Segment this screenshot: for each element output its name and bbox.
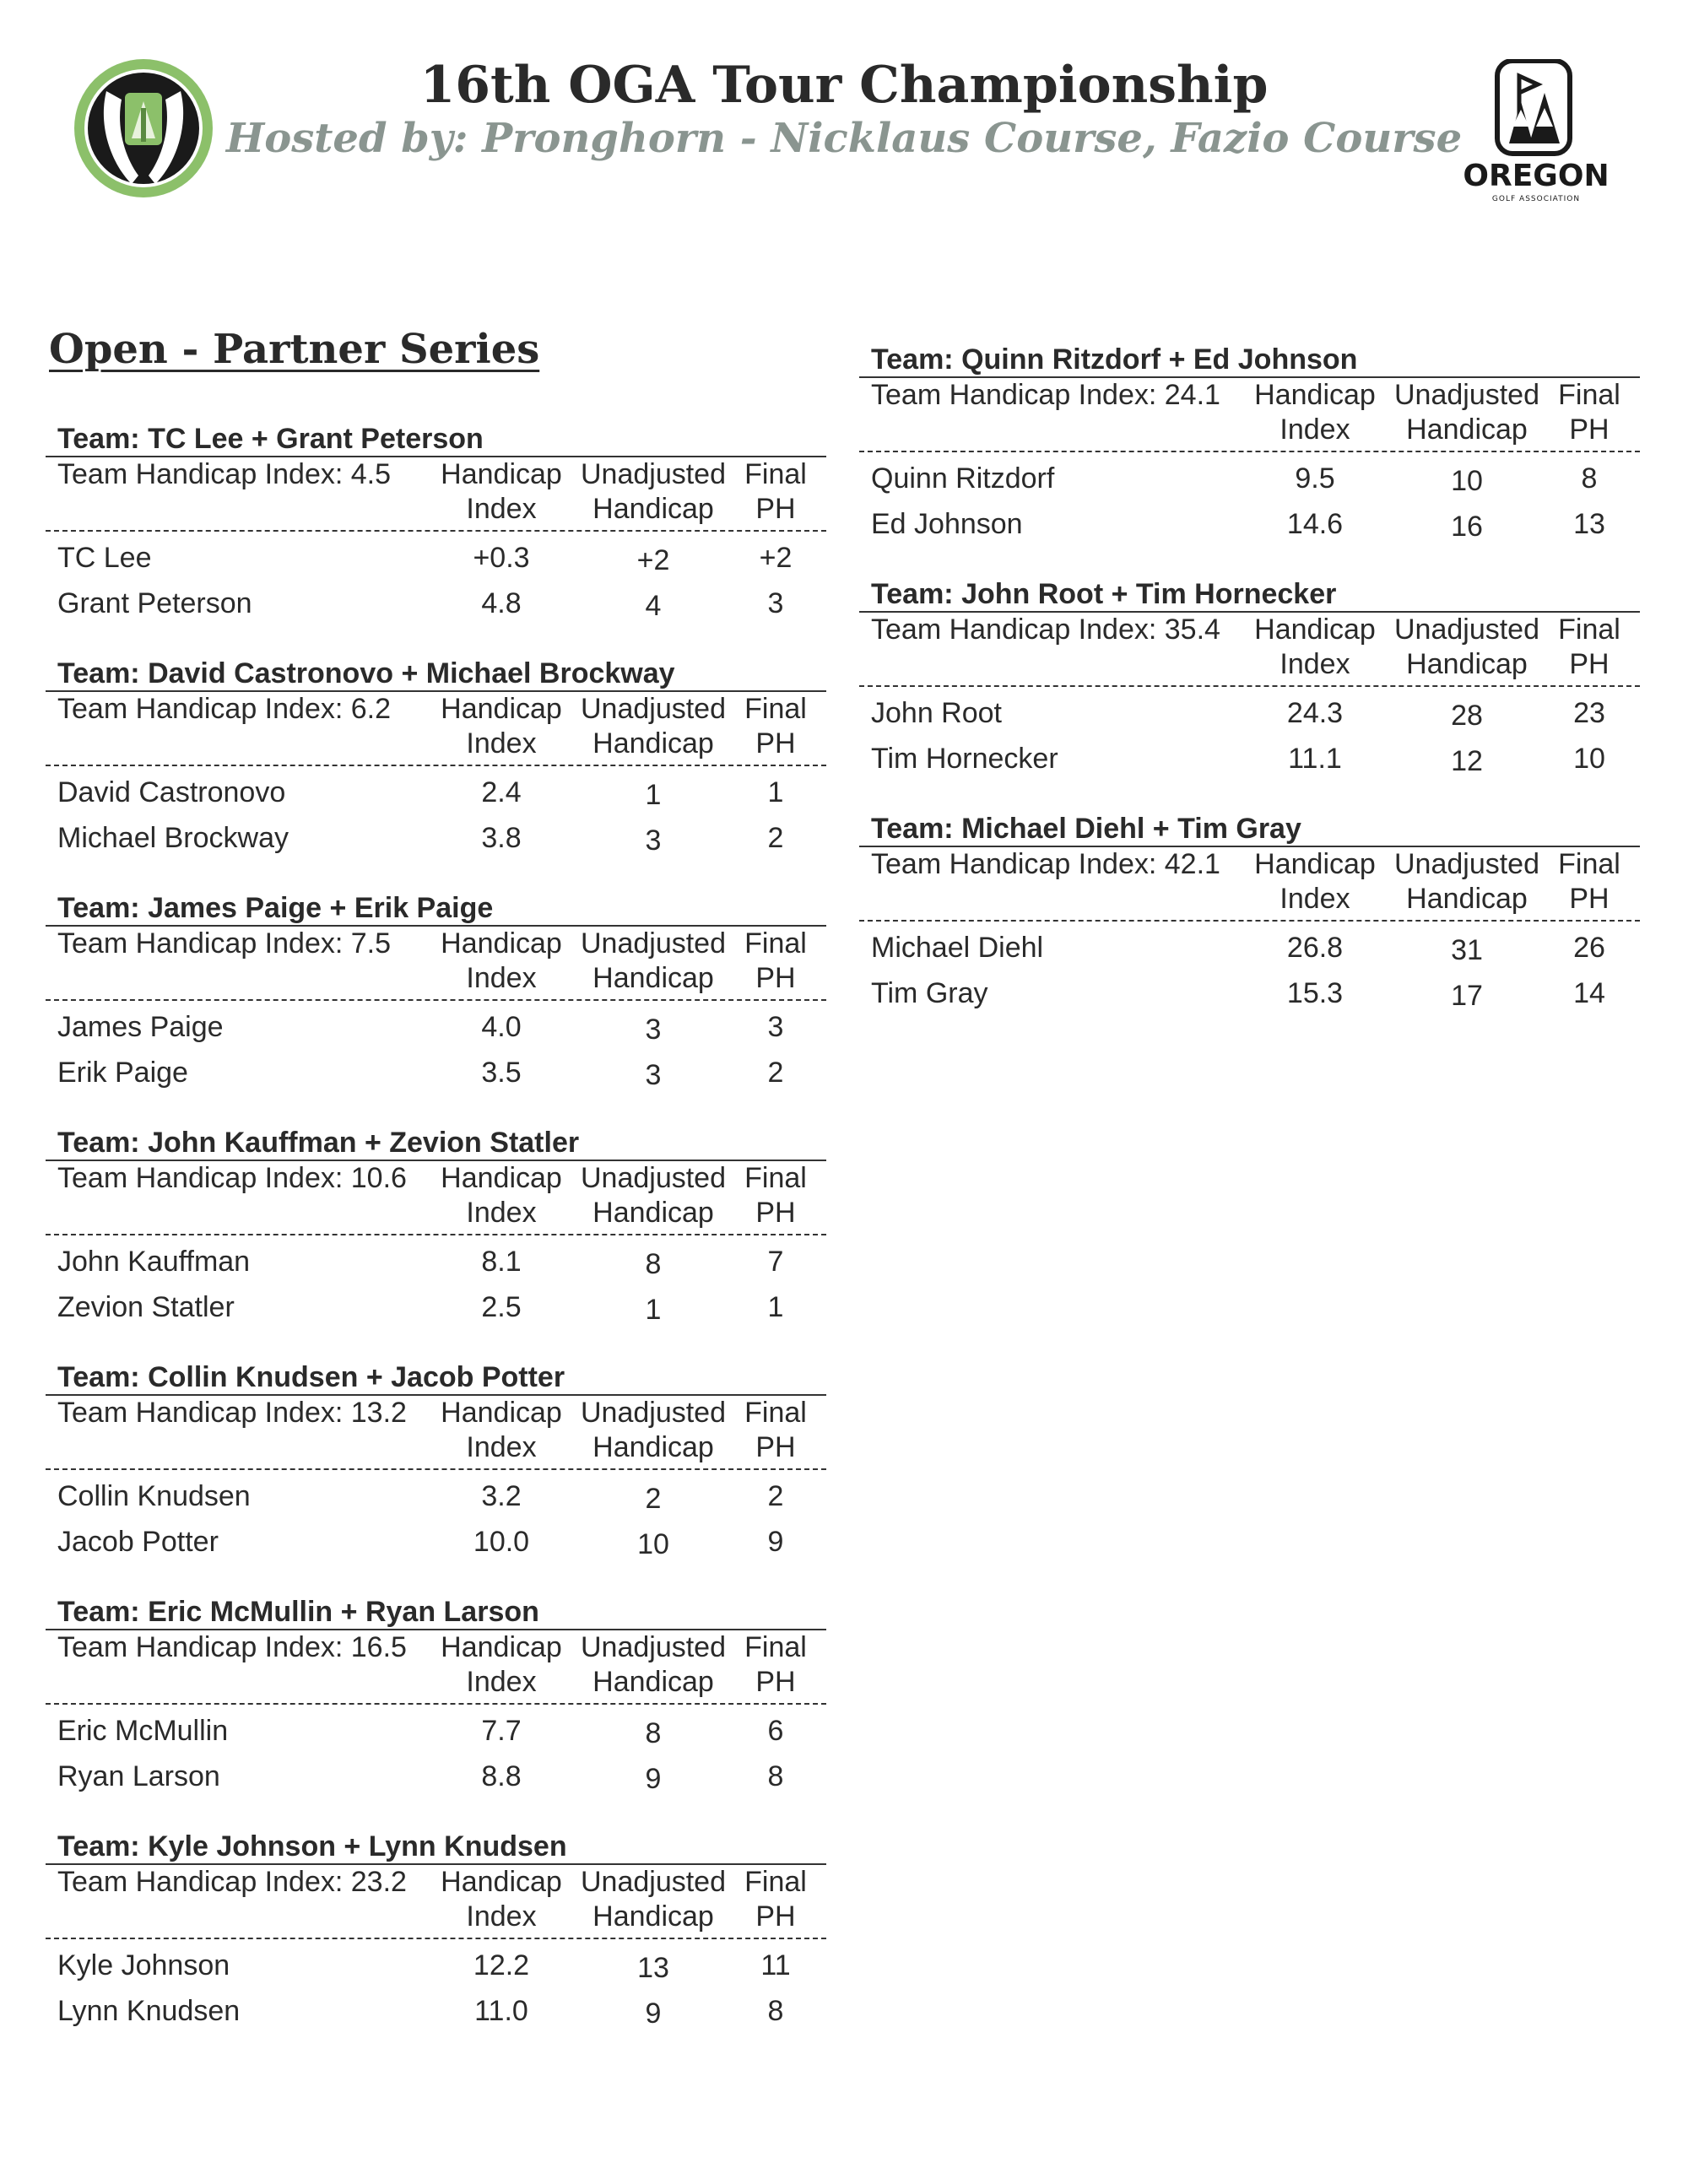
- player-rows: [859, 922, 1640, 1016]
- player-rows: [46, 1001, 826, 1095]
- player-name: Tim Gray: [871, 976, 988, 1009]
- table-row: [46, 1284, 826, 1330]
- player-handicap-index: 9.5: [1295, 462, 1335, 495]
- player-handicap-index: 3.2: [481, 1479, 522, 1512]
- player-name: Quinn Ritzdorf: [871, 462, 1055, 495]
- table-row: [46, 581, 826, 626]
- handicap-index-header: Handicap Index: [441, 1397, 562, 1463]
- player-final-ph: 8: [767, 1760, 784, 1792]
- table-row: [46, 1473, 826, 1519]
- team-handicap-index-label: Team Handicap Index: 13.2: [57, 1397, 407, 1429]
- player-name: Eric McMullin: [57, 1714, 229, 1747]
- player-handicap-index: 24.3: [1286, 696, 1344, 729]
- oregon-wordmark: OREGON: [1463, 159, 1610, 193]
- player-handicap-index: 3.8: [481, 821, 522, 854]
- player-unadjusted-handicap: 10: [1451, 464, 1483, 497]
- team-name: Team: Kyle Johnson + Lynn Knudsen: [46, 1830, 826, 1865]
- player-name: Lynn Knudsen: [57, 1994, 241, 2027]
- player-handicap-index: 8.1: [481, 1245, 522, 1278]
- player-final-ph: 26: [1573, 931, 1605, 964]
- player-name: Kyle Johnson: [57, 1949, 230, 1981]
- final-ph-header: Final PH: [744, 1397, 807, 1463]
- team-handicap-index-label: Team Handicap Index: 23.2: [57, 1866, 407, 1898]
- player-unadjusted-handicap: +2: [636, 543, 670, 576]
- player-name: David Castronovo: [57, 776, 286, 808]
- player-unadjusted-handicap: 3: [645, 824, 662, 857]
- player-rows: [859, 452, 1640, 547]
- table-row: [46, 815, 826, 861]
- player-handicap-index: 11.1: [1288, 742, 1342, 775]
- team-block: [46, 891, 826, 1126]
- unadjusted-handicap-header: Unadjusted Handicap: [580, 1866, 726, 1933]
- team-name: Team: John Root + Tim Hornecker: [859, 577, 1640, 613]
- player-handicap-index: 12.2: [473, 1949, 530, 1981]
- handicap-index-header: Handicap Index: [441, 458, 562, 525]
- team-block: [46, 1126, 826, 1360]
- handicap-index-header: Handicap Index: [441, 1162, 562, 1229]
- player-final-ph: 11: [760, 1949, 791, 1981]
- player-unadjusted-handicap: 8: [645, 1716, 662, 1749]
- player-name: James Paige: [57, 1010, 224, 1043]
- unadjusted-handicap-header: Unadjusted Handicap: [580, 1631, 726, 1698]
- player-final-ph: 3: [767, 1010, 784, 1043]
- team-header-row: [46, 1865, 826, 1939]
- player-handicap-index: 3.5: [481, 1056, 522, 1089]
- player-final-ph: 1: [767, 1290, 784, 1323]
- page-title: 16th OGA Tour Championship: [419, 56, 1269, 115]
- handicap-index-header: Handicap Index: [1254, 614, 1376, 680]
- player-final-ph: 2: [767, 1479, 784, 1512]
- team-handicap-index-label: Team Handicap Index: 4.5: [57, 458, 392, 490]
- team-name: Team: Quinn Ritzdorf + Ed Johnson: [859, 343, 1640, 378]
- team-handicap-index-label: Team Handicap Index: 7.5: [57, 927, 392, 960]
- player-handicap-index: +0.3: [473, 541, 530, 574]
- team-header-row: [859, 847, 1640, 922]
- player-handicap-index: 4.0: [481, 1010, 522, 1043]
- player-final-ph: 8: [767, 1994, 784, 2027]
- table-row: [859, 501, 1640, 547]
- player-name: Michael Diehl: [871, 931, 1044, 964]
- final-ph-header: Final PH: [744, 1162, 807, 1229]
- player-name: Erik Paige: [57, 1056, 188, 1089]
- unadjusted-handicap-header: Unadjusted Handicap: [580, 1397, 726, 1463]
- team-header-row: [46, 1161, 826, 1235]
- player-handicap-index: 26.8: [1286, 931, 1344, 964]
- player-rows: [859, 687, 1640, 781]
- team-name: Team: John Kauffman + Zevion Statler: [46, 1126, 826, 1161]
- player-rows: [46, 1470, 826, 1565]
- player-rows: [46, 1939, 826, 2034]
- player-handicap-index: 2.5: [481, 1290, 522, 1323]
- unadjusted-handicap-header: Unadjusted Handicap: [1393, 379, 1539, 446]
- player-unadjusted-handicap: 12: [1451, 744, 1483, 777]
- unadjusted-handicap-header: Unadjusted Handicap: [580, 927, 726, 994]
- player-unadjusted-handicap: 1: [645, 778, 662, 811]
- player-name: TC Lee: [57, 541, 152, 574]
- team-handicap-index-label: Team Handicap Index: 42.1: [871, 848, 1220, 880]
- team-header-row: [46, 927, 826, 1001]
- table-row: [46, 1754, 826, 1799]
- unadjusted-handicap-header: Unadjusted Handicap: [580, 693, 726, 760]
- right-column: [859, 343, 1640, 1046]
- handicap-index-header: Handicap Index: [441, 927, 562, 994]
- player-rows: [46, 1705, 826, 1799]
- team-name: Team: TC Lee + Grant Peterson: [46, 422, 826, 457]
- unadjusted-handicap-header: Unadjusted Handicap: [1393, 848, 1539, 915]
- player-name: Michael Brockway: [57, 821, 289, 854]
- player-unadjusted-handicap: 31: [1451, 933, 1483, 966]
- player-handicap-index: 11.0: [474, 1994, 528, 2027]
- player-name: Jacob Potter: [57, 1525, 219, 1558]
- table-row: [46, 1519, 826, 1565]
- team-header-row: [46, 692, 826, 766]
- player-final-ph: 7: [767, 1245, 784, 1278]
- team-name: Team: Collin Knudsen + Jacob Potter: [46, 1360, 826, 1396]
- team-block: [46, 1830, 826, 2064]
- player-final-ph: 10: [1573, 742, 1605, 775]
- player-final-ph: 13: [1573, 507, 1605, 540]
- player-unadjusted-handicap: 4: [645, 589, 662, 622]
- table-row: [859, 925, 1640, 970]
- table-row: [46, 1004, 826, 1050]
- player-final-ph: 23: [1573, 696, 1605, 729]
- player-unadjusted-handicap: 17: [1451, 979, 1483, 1012]
- final-ph-header: Final PH: [744, 927, 807, 994]
- player-unadjusted-handicap: 10: [637, 1527, 669, 1560]
- team-name: Team: Michael Diehl + Tim Gray: [859, 812, 1640, 847]
- table-row: [46, 1988, 826, 2034]
- unadjusted-handicap-header: Unadjusted Handicap: [1393, 614, 1539, 680]
- team-block: [46, 422, 826, 657]
- unadjusted-handicap-header: Unadjusted Handicap: [580, 458, 726, 525]
- player-handicap-index: 7.7: [481, 1714, 522, 1747]
- player-unadjusted-handicap: 16: [1451, 510, 1483, 543]
- handicap-index-header: Handicap Index: [441, 1866, 562, 1933]
- player-handicap-index: 15.3: [1286, 976, 1344, 1009]
- player-final-ph: +2: [759, 541, 793, 574]
- player-handicap-index: 10.0: [473, 1525, 530, 1558]
- player-rows: [46, 1235, 826, 1330]
- table-row: [46, 770, 826, 815]
- table-row: [46, 1239, 826, 1284]
- page-subtitle: Hosted by: Pronghorn - Nicklaus Course, Fazio Course: [225, 115, 1463, 162]
- team-handicap-index-label: Team Handicap Index: 24.1: [871, 379, 1220, 411]
- team-block: [46, 1360, 826, 1595]
- team-name: Team: Eric McMullin + Ryan Larson: [46, 1595, 826, 1630]
- player-final-ph: 9: [767, 1525, 784, 1558]
- team-header-row: [46, 1630, 826, 1705]
- table-row: [859, 690, 1640, 736]
- player-name: Zevion Statler: [57, 1290, 235, 1323]
- final-ph-header: Final PH: [744, 693, 807, 760]
- player-unadjusted-handicap: 13: [637, 1951, 669, 1984]
- player-final-ph: 1: [767, 776, 784, 808]
- table-row: [859, 456, 1640, 501]
- player-final-ph: 2: [767, 1056, 784, 1089]
- player-unadjusted-handicap: 8: [645, 1247, 662, 1280]
- player-unadjusted-handicap: 3: [645, 1058, 662, 1091]
- final-ph-header: Final PH: [744, 458, 807, 525]
- team-handicap-index-label: Team Handicap Index: 16.5: [57, 1631, 407, 1663]
- player-handicap-index: 2.4: [481, 776, 522, 808]
- table-row: [46, 1943, 826, 1988]
- team-block: [46, 657, 826, 891]
- player-name: Grant Peterson: [57, 587, 252, 619]
- player-name: John Kauffman: [57, 1245, 251, 1278]
- player-rows: [46, 766, 826, 861]
- player-handicap-index: 4.8: [481, 587, 522, 619]
- player-handicap-index: 14.6: [1286, 507, 1344, 540]
- team-handicap-index-label: Team Handicap Index: 10.6: [57, 1162, 407, 1194]
- team-header-row: [46, 457, 826, 532]
- player-name: John Root: [871, 696, 1002, 729]
- golf-association-text: GOLF ASSOCIATION: [1491, 195, 1581, 203]
- team-block: [859, 577, 1640, 812]
- handicap-index-header: Handicap Index: [441, 1631, 562, 1698]
- team-header-row: [859, 378, 1640, 452]
- player-handicap-index: 8.8: [481, 1760, 522, 1792]
- section-title: Open - Partner Series: [49, 326, 540, 373]
- player-unadjusted-handicap: 28: [1451, 699, 1483, 732]
- table-row: [46, 1708, 826, 1754]
- team-block: [859, 343, 1640, 577]
- player-name: Collin Knudsen: [57, 1479, 251, 1512]
- unadjusted-handicap-header: Unadjusted Handicap: [580, 1162, 726, 1229]
- player-name: Ryan Larson: [57, 1760, 220, 1792]
- final-ph-header: Final PH: [1558, 848, 1620, 915]
- player-final-ph: 8: [1581, 462, 1598, 495]
- table-row: [46, 1050, 826, 1095]
- player-final-ph: 14: [1573, 976, 1605, 1009]
- player-rows: [46, 532, 826, 626]
- player-unadjusted-handicap: 1: [645, 1293, 662, 1326]
- player-final-ph: 6: [767, 1714, 784, 1747]
- team-header-row: [46, 1396, 826, 1470]
- player-unadjusted-handicap: 2: [645, 1482, 662, 1515]
- final-ph-header: Final PH: [744, 1631, 807, 1698]
- team-block: [859, 812, 1640, 1046]
- table-row: [859, 970, 1640, 1016]
- team-name: Team: David Castronovo + Michael Brockway: [46, 657, 826, 692]
- team-header-row: [859, 613, 1640, 687]
- handicap-index-header: Handicap Index: [1254, 848, 1376, 915]
- team-block: [46, 1595, 826, 1830]
- team-name: Team: James Paige + Erik Paige: [46, 891, 826, 927]
- player-unadjusted-handicap: 3: [645, 1013, 662, 1046]
- table-row: [859, 736, 1640, 781]
- left-column: [46, 422, 826, 2064]
- oregon-golf-association-logo-icon: [1460, 59, 1612, 207]
- player-name: Ed Johnson: [871, 507, 1023, 540]
- final-ph-header: Final PH: [744, 1866, 807, 1933]
- table-row: [46, 535, 826, 581]
- player-final-ph: 3: [767, 587, 784, 619]
- handicap-index-header: Handicap Index: [1254, 379, 1376, 446]
- team-handicap-index-label: Team Handicap Index: 6.2: [57, 693, 392, 725]
- final-ph-header: Final PH: [1558, 379, 1620, 446]
- player-final-ph: 2: [767, 821, 784, 854]
- final-ph-header: Final PH: [1558, 614, 1620, 680]
- player-unadjusted-handicap: 9: [645, 1997, 662, 2030]
- player-unadjusted-handicap: 9: [645, 1762, 662, 1795]
- handicap-index-header: Handicap Index: [441, 693, 562, 760]
- player-name: Tim Hornecker: [871, 742, 1058, 775]
- team-handicap-index-label: Team Handicap Index: 35.4: [871, 614, 1220, 646]
